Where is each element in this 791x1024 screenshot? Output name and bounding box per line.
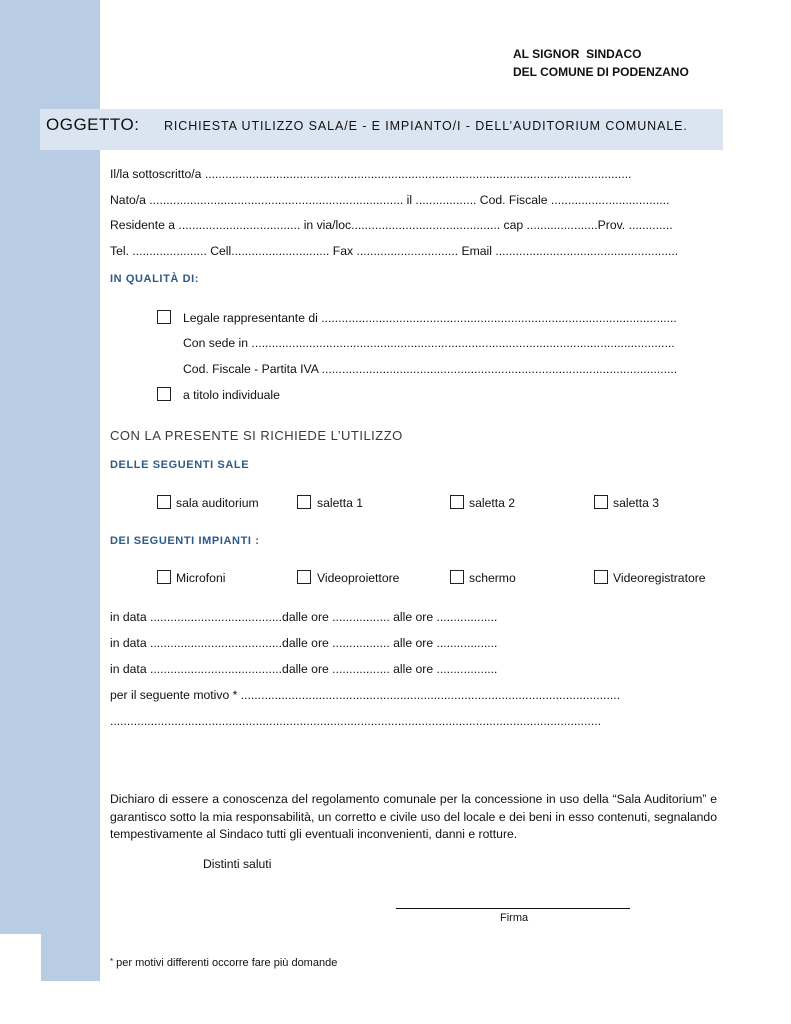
capacity-heading: IN QUALITÀ DI:	[110, 273, 200, 285]
equipment-checkbox-microfoni[interactable]	[157, 570, 171, 584]
subject-text: RICHIESTA UTILIZZO SALA/E - E IMPIANTO/I - DELL’AUDITORIUM COMUNALE.	[164, 119, 688, 133]
recipient-block	[513, 45, 689, 81]
field-seat[interactable]: Con sede in .............................................................................................................................	[183, 336, 675, 350]
recipient-line-2: DEL COMUNE DI PODENZANO	[513, 65, 689, 79]
field-residence[interactable]: Residente a .................................... in via/loc............................................ cap .....................Prov. .............	[110, 218, 673, 232]
footnote-text: per motivi differenti occorre fare più domande	[113, 957, 338, 969]
room-checkbox-saletta-3[interactable]	[594, 495, 608, 509]
field-legal-rep[interactable]: Legale rappresentante di .........................................................................................................	[183, 311, 677, 325]
field-date-2[interactable]: in data .......................................dalle ore ................. alle ore ..................	[110, 636, 498, 650]
equipment-checkbox-videoregistratore[interactable]	[594, 570, 608, 584]
footnote-marker: *	[110, 957, 114, 966]
signature-label: Firma	[500, 912, 529, 924]
individual-label: a titolo individuale	[183, 388, 280, 402]
field-applicant-name[interactable]: Il/la sottoscritto/a ..............................................................................................................................	[110, 167, 632, 181]
recipient-line-1: AL SIGNOR SINDACO	[513, 47, 642, 61]
room-checkbox-sala-auditorium[interactable]	[157, 495, 171, 509]
equipment-label-videoregistratore: Videoregistratore	[613, 571, 706, 585]
field-date-3[interactable]: in data .......................................dalle ore ................. alle ore ..................	[110, 662, 498, 676]
request-heading: CON LA PRESENTE SI RICHIEDE L’UTILIZZO	[110, 428, 403, 443]
legal-rep-checkbox[interactable]	[157, 310, 171, 324]
equipment-label-videoproiettore: Videoproiettore	[317, 571, 400, 585]
equipment-checkbox-schermo[interactable]	[450, 570, 464, 584]
footnote	[110, 957, 337, 969]
room-checkbox-saletta-1[interactable]	[297, 495, 311, 509]
field-reason-continuation[interactable]: .................................................................................................................................................	[110, 714, 601, 728]
room-label-saletta-1: saletta 1	[317, 496, 364, 510]
individual-checkbox[interactable]	[157, 387, 171, 401]
room-label-sala-auditorium: sala auditorium	[176, 496, 259, 510]
sidebar-band-footer	[41, 934, 100, 981]
signature-line[interactable]	[396, 908, 630, 909]
field-reason[interactable]: per il seguente motivo * ................................................................................................................	[110, 688, 620, 702]
field-contacts[interactable]: Tel. ...................... Cell............................. Fax .............................. Email ......................................................	[110, 244, 679, 258]
declaration-text: Dichiaro di essere a conoscenza del regolamento comunale per la concessione in uso della “Sala Auditorium” e garantisco sotto la mia responsabilità, un corretto e civile uso del locale e dei beni in esso contenuti, segnalando tempestivamente al Sindaco tutti gli eventuali inconvenienti, danni e rotture.	[110, 792, 717, 841]
subject-label: OGGETTO:	[46, 115, 140, 134]
equipment-label-schermo: schermo	[469, 571, 516, 585]
equipment-checkbox-videoproiettore[interactable]	[297, 570, 311, 584]
equipment-label-microfoni: Microfoni	[176, 571, 226, 585]
field-birth-info[interactable]: Nato/a ........................................................................... il .................. Cod. Fiscale ...................................	[110, 193, 670, 207]
field-date-1[interactable]: in data .......................................dalle ore ................. alle ore ..................	[110, 610, 498, 624]
field-tax-code[interactable]: Cod. Fiscale - Partita IVA .........................................................................................................	[183, 362, 678, 376]
room-label-saletta-3: saletta 3	[613, 496, 660, 510]
equipment-heading: DEI SEGUENTI IMPIANTI :	[110, 535, 260, 547]
room-checkbox-saletta-2[interactable]	[450, 495, 464, 509]
room-label-saletta-2: saletta 2	[469, 496, 516, 510]
subject-bar	[40, 109, 723, 150]
greeting: Distinti saluti	[203, 857, 272, 871]
rooms-heading: DELLE SEGUENTI SALE	[110, 459, 250, 471]
